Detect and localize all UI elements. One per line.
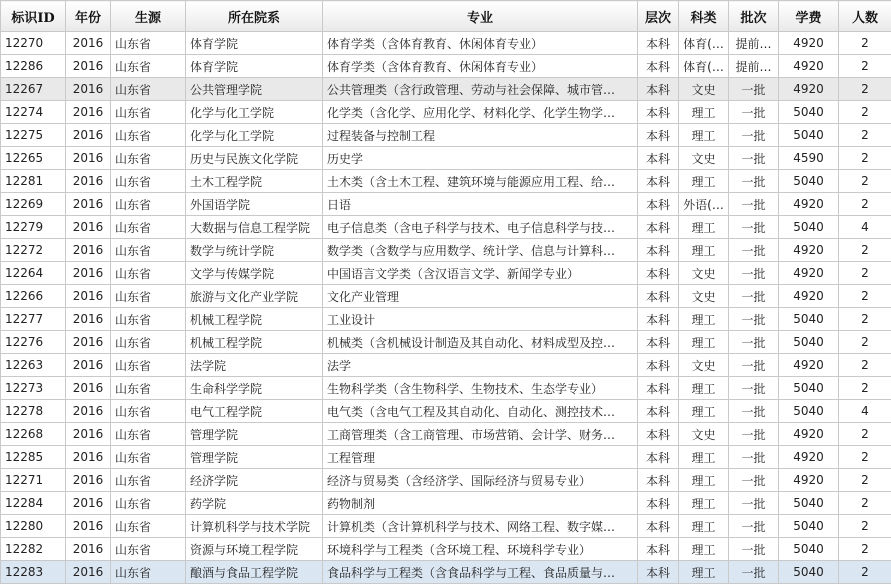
cell-department[interactable]: 机械工程学院 [186,331,323,354]
cell-level[interactable]: 本科 [638,446,679,469]
cell-major[interactable]: 药物制剂 [323,492,638,515]
cell-category[interactable]: 文史 [679,423,729,446]
cell-origin[interactable]: 山东省 [111,285,186,308]
table-row[interactable] [1,561,891,584]
cell-batch[interactable]: 一批 [729,331,779,354]
cell-level[interactable]: 本科 [638,147,679,170]
cell-count[interactable]: 2 [839,101,891,124]
cell-batch[interactable]: 提前… [729,32,779,55]
cell-level[interactable]: 本科 [638,377,679,400]
cell-origin[interactable]: 山东省 [111,101,186,124]
cell-category[interactable]: 文史 [679,262,729,285]
header-row [1,1,891,32]
cell-tuition[interactable]: 5040 [779,216,839,239]
cell-count[interactable]: 2 [839,423,891,446]
cell-major[interactable]: 文化产业管理 [323,285,638,308]
cell-year[interactable]: 2016 [66,446,111,469]
table-row[interactable] [1,446,891,469]
table-row[interactable] [1,170,891,193]
cell-tuition[interactable]: 5040 [779,377,839,400]
cell-tuition[interactable]: 5040 [779,492,839,515]
cell-id[interactable]: 12263 [1,354,66,377]
cell-major[interactable]: 工商管理类（含工商管理、市场营销、会计学、财务… [323,423,638,446]
cell-batch[interactable]: 一批 [729,193,779,216]
cell-origin[interactable]: 山东省 [111,492,186,515]
cell-year[interactable]: 2016 [66,308,111,331]
cell-origin[interactable]: 山东省 [111,216,186,239]
cell-origin[interactable]: 山东省 [111,147,186,170]
cell-count[interactable]: 2 [839,239,891,262]
cell-category[interactable]: 体育(… [679,55,729,78]
cell-count[interactable]: 2 [839,331,891,354]
cell-major[interactable]: 计算机类（含计算机科学与技术、网络工程、数字媒… [323,515,638,538]
cell-tuition[interactable]: 4920 [779,32,839,55]
cell-id[interactable]: 12277 [1,308,66,331]
cell-count[interactable]: 2 [839,170,891,193]
table-row[interactable] [1,515,891,538]
cell-year[interactable]: 2016 [66,400,111,423]
cell-origin[interactable]: 山东省 [111,308,186,331]
cell-origin[interactable]: 山东省 [111,515,186,538]
cell-count[interactable]: 2 [839,446,891,469]
cell-tuition[interactable]: 4920 [779,193,839,216]
cell-department[interactable]: 管理学院 [186,423,323,446]
cell-major[interactable]: 日语 [323,193,638,216]
column-header-count[interactable]: 人数 [839,1,891,32]
cell-department[interactable]: 历史与民族文化学院 [186,147,323,170]
cell-id[interactable]: 12281 [1,170,66,193]
cell-origin[interactable]: 山东省 [111,377,186,400]
cell-tuition[interactable]: 5040 [779,515,839,538]
cell-category[interactable]: 理工 [679,216,729,239]
table-row[interactable] [1,285,891,308]
cell-tuition[interactable]: 4920 [779,55,839,78]
cell-origin[interactable]: 山东省 [111,32,186,55]
cell-level[interactable]: 本科 [638,285,679,308]
cell-level[interactable]: 本科 [638,262,679,285]
cell-batch[interactable]: 一批 [729,262,779,285]
column-header-department[interactable]: 所在院系 [186,1,323,32]
cell-count[interactable]: 2 [839,515,891,538]
cell-major[interactable]: 过程装备与控制工程 [323,124,638,147]
table-row[interactable] [1,331,891,354]
table-row[interactable] [1,400,891,423]
table-row[interactable] [1,216,891,239]
cell-major[interactable]: 化学类（含化学、应用化学、材料化学、化学生物学… [323,101,638,124]
cell-category[interactable]: 理工 [679,308,729,331]
cell-origin[interactable]: 山东省 [111,78,186,101]
cell-major[interactable]: 生物科学类（含生物科学、生物技术、生态学专业） [323,377,638,400]
cell-major[interactable]: 体育学类（含体育教育、休闲体育专业） [323,32,638,55]
cell-id[interactable]: 12286 [1,55,66,78]
table-row[interactable] [1,124,891,147]
cell-year[interactable]: 2016 [66,170,111,193]
cell-department[interactable]: 大数据与信息工程学院 [186,216,323,239]
cell-origin[interactable]: 山东省 [111,538,186,561]
cell-category[interactable]: 理工 [679,400,729,423]
cell-major[interactable]: 机械类（含机械设计制造及其自动化、材料成型及控… [323,331,638,354]
cell-count[interactable]: 2 [839,124,891,147]
cell-category[interactable]: 体育(… [679,32,729,55]
cell-category[interactable]: 理工 [679,446,729,469]
table-row[interactable] [1,101,891,124]
cell-category[interactable]: 理工 [679,538,729,561]
cell-level[interactable]: 本科 [638,423,679,446]
cell-department[interactable]: 体育学院 [186,32,323,55]
cell-batch[interactable]: 一批 [729,354,779,377]
cell-batch[interactable]: 一批 [729,561,779,584]
cell-tuition[interactable]: 4920 [779,262,839,285]
cell-category[interactable]: 理工 [679,377,729,400]
cell-major[interactable]: 工业设计 [323,308,638,331]
column-header-id[interactable]: 标识ID [1,1,66,32]
cell-category[interactable]: 文史 [679,78,729,101]
cell-count[interactable]: 4 [839,216,891,239]
cell-id[interactable]: 12279 [1,216,66,239]
cell-batch[interactable]: 一批 [729,492,779,515]
cell-year[interactable]: 2016 [66,55,111,78]
table-row[interactable] [1,239,891,262]
cell-id[interactable]: 12265 [1,147,66,170]
cell-level[interactable]: 本科 [638,216,679,239]
cell-batch[interactable]: 一批 [729,446,779,469]
cell-level[interactable]: 本科 [638,400,679,423]
cell-origin[interactable]: 山东省 [111,55,186,78]
cell-major[interactable]: 电气类（含电气工程及其自动化、自动化、测控技术… [323,400,638,423]
cell-level[interactable]: 本科 [638,55,679,78]
cell-id[interactable]: 12280 [1,515,66,538]
table-row[interactable] [1,55,891,78]
cell-year[interactable]: 2016 [66,469,111,492]
cell-tuition[interactable]: 4920 [779,78,839,101]
cell-level[interactable]: 本科 [638,515,679,538]
cell-id[interactable]: 12273 [1,377,66,400]
cell-tuition[interactable]: 5040 [779,170,839,193]
cell-count[interactable]: 2 [839,285,891,308]
cell-tuition[interactable]: 5040 [779,561,839,584]
cell-department[interactable]: 生命科学学院 [186,377,323,400]
cell-year[interactable]: 2016 [66,354,111,377]
column-header-batch[interactable]: 批次 [729,1,779,32]
cell-level[interactable]: 本科 [638,101,679,124]
cell-origin[interactable]: 山东省 [111,400,186,423]
table-row[interactable] [1,538,891,561]
cell-batch[interactable]: 一批 [729,469,779,492]
table-row[interactable] [1,354,891,377]
cell-year[interactable]: 2016 [66,124,111,147]
cell-year[interactable]: 2016 [66,78,111,101]
table-row[interactable] [1,193,891,216]
table-row[interactable] [1,377,891,400]
cell-origin[interactable]: 山东省 [111,170,186,193]
cell-department[interactable]: 药学院 [186,492,323,515]
cell-year[interactable]: 2016 [66,423,111,446]
cell-year[interactable]: 2016 [66,262,111,285]
cell-category[interactable]: 理工 [679,515,729,538]
table-row[interactable] [1,469,891,492]
table-row[interactable] [1,262,891,285]
table-row[interactable] [1,423,891,446]
cell-level[interactable]: 本科 [638,239,679,262]
cell-tuition[interactable]: 5040 [779,538,839,561]
table-row[interactable] [1,492,891,515]
cell-count[interactable]: 2 [839,538,891,561]
cell-department[interactable]: 外国语学院 [186,193,323,216]
cell-year[interactable]: 2016 [66,538,111,561]
cell-year[interactable]: 2016 [66,515,111,538]
cell-major[interactable]: 食品科学与工程类（含食品科学与工程、食品质量与… [323,561,638,584]
cell-batch[interactable]: 一批 [729,147,779,170]
cell-id[interactable]: 12283 [1,561,66,584]
cell-id[interactable]: 12264 [1,262,66,285]
cell-count[interactable]: 4 [839,400,891,423]
cell-id[interactable]: 12275 [1,124,66,147]
cell-tuition[interactable]: 5040 [779,101,839,124]
cell-year[interactable]: 2016 [66,561,111,584]
cell-tuition[interactable]: 4920 [779,446,839,469]
column-header-origin[interactable]: 生源 [111,1,186,32]
cell-category[interactable]: 理工 [679,469,729,492]
cell-batch[interactable]: 一批 [729,423,779,446]
cell-tuition[interactable]: 5040 [779,331,839,354]
cell-id[interactable]: 12270 [1,32,66,55]
cell-count[interactable]: 2 [839,32,891,55]
cell-major[interactable]: 体育学类（含体育教育、休闲体育专业） [323,55,638,78]
cell-year[interactable]: 2016 [66,193,111,216]
cell-level[interactable]: 本科 [638,331,679,354]
cell-id[interactable]: 12268 [1,423,66,446]
cell-major[interactable]: 电子信息类（含电子科学与技术、电子信息科学与技… [323,216,638,239]
cell-count[interactable]: 2 [839,354,891,377]
cell-count[interactable]: 2 [839,262,891,285]
cell-tuition[interactable]: 5040 [779,308,839,331]
cell-department[interactable]: 旅游与文化产业学院 [186,285,323,308]
cell-department[interactable]: 公共管理学院 [186,78,323,101]
column-header-year[interactable]: 年份 [66,1,111,32]
cell-level[interactable]: 本科 [638,492,679,515]
cell-tuition[interactable]: 5040 [779,400,839,423]
cell-category[interactable]: 理工 [679,101,729,124]
cell-count[interactable]: 2 [839,193,891,216]
cell-tuition[interactable]: 4920 [779,285,839,308]
cell-batch[interactable]: 一批 [729,216,779,239]
cell-level[interactable]: 本科 [638,308,679,331]
cell-id[interactable]: 12278 [1,400,66,423]
table-row[interactable] [1,78,891,101]
cell-origin[interactable]: 山东省 [111,124,186,147]
cell-category[interactable]: 理工 [679,170,729,193]
cell-year[interactable]: 2016 [66,492,111,515]
cell-year[interactable]: 2016 [66,32,111,55]
cell-category[interactable]: 文史 [679,285,729,308]
cell-batch[interactable]: 一批 [729,308,779,331]
cell-id[interactable]: 12274 [1,101,66,124]
cell-origin[interactable]: 山东省 [111,239,186,262]
cell-origin[interactable]: 山东省 [111,561,186,584]
cell-origin[interactable]: 山东省 [111,469,186,492]
cell-count[interactable]: 2 [839,377,891,400]
cell-level[interactable]: 本科 [638,170,679,193]
cell-tuition[interactable]: 4590 [779,147,839,170]
cell-origin[interactable]: 山东省 [111,354,186,377]
cell-year[interactable]: 2016 [66,331,111,354]
cell-id[interactable]: 12284 [1,492,66,515]
cell-category[interactable]: 理工 [679,492,729,515]
cell-department[interactable]: 电气工程学院 [186,400,323,423]
cell-batch[interactable]: 一批 [729,124,779,147]
cell-level[interactable]: 本科 [638,124,679,147]
cell-batch[interactable]: 一批 [729,285,779,308]
cell-level[interactable]: 本科 [638,78,679,101]
cell-origin[interactable]: 山东省 [111,446,186,469]
cell-origin[interactable]: 山东省 [111,262,186,285]
cell-category[interactable]: 理工 [679,239,729,262]
cell-year[interactable]: 2016 [66,101,111,124]
cell-department[interactable]: 经济学院 [186,469,323,492]
cell-major[interactable]: 环境科学与工程类（含环境工程、环境科学专业） [323,538,638,561]
cell-batch[interactable]: 一批 [729,538,779,561]
cell-major[interactable]: 公共管理类（含行政管理、劳动与社会保障、城市管… [323,78,638,101]
column-header-major[interactable]: 专业 [323,1,638,32]
cell-level[interactable]: 本科 [638,538,679,561]
cell-department[interactable]: 管理学院 [186,446,323,469]
cell-id[interactable]: 12266 [1,285,66,308]
cell-tuition[interactable]: 4920 [779,469,839,492]
cell-batch[interactable]: 一批 [729,170,779,193]
cell-year[interactable]: 2016 [66,239,111,262]
cell-tuition[interactable]: 5040 [779,124,839,147]
table-row[interactable] [1,147,891,170]
cell-count[interactable]: 2 [839,561,891,584]
cell-id[interactable]: 12282 [1,538,66,561]
cell-level[interactable]: 本科 [638,193,679,216]
cell-count[interactable]: 2 [839,492,891,515]
cell-major[interactable]: 数学类（含数学与应用数学、统计学、信息与计算科… [323,239,638,262]
cell-count[interactable]: 2 [839,469,891,492]
cell-department[interactable]: 数学与统计学院 [186,239,323,262]
cell-level[interactable]: 本科 [638,354,679,377]
cell-id[interactable]: 12285 [1,446,66,469]
cell-batch[interactable]: 一批 [729,239,779,262]
cell-count[interactable]: 2 [839,55,891,78]
cell-level[interactable]: 本科 [638,32,679,55]
cell-department[interactable]: 计算机科学与技术学院 [186,515,323,538]
cell-major[interactable]: 法学 [323,354,638,377]
table-row[interactable] [1,308,891,331]
column-header-level[interactable]: 层次 [638,1,679,32]
cell-department[interactable]: 化学与化工学院 [186,124,323,147]
cell-year[interactable]: 2016 [66,216,111,239]
cell-id[interactable]: 12272 [1,239,66,262]
cell-count[interactable]: 2 [839,78,891,101]
cell-id[interactable]: 12271 [1,469,66,492]
cell-count[interactable]: 2 [839,147,891,170]
cell-level[interactable]: 本科 [638,469,679,492]
cell-tuition[interactable]: 4920 [779,354,839,377]
cell-year[interactable]: 2016 [66,285,111,308]
cell-category[interactable]: 理工 [679,124,729,147]
cell-major[interactable]: 历史学 [323,147,638,170]
cell-category[interactable]: 理工 [679,561,729,584]
cell-batch[interactable]: 一批 [729,515,779,538]
cell-batch[interactable]: 一批 [729,78,779,101]
cell-major[interactable]: 经济与贸易类（含经济学、国际经济与贸易专业） [323,469,638,492]
cell-batch[interactable]: 提前… [729,55,779,78]
cell-department[interactable]: 机械工程学院 [186,308,323,331]
cell-department[interactable]: 文学与传媒学院 [186,262,323,285]
cell-origin[interactable]: 山东省 [111,193,186,216]
cell-department[interactable]: 体育学院 [186,55,323,78]
cell-tuition[interactable]: 4920 [779,423,839,446]
cell-category[interactable]: 理工 [679,331,729,354]
column-header-category[interactable]: 科类 [679,1,729,32]
cell-year[interactable]: 2016 [66,377,111,400]
cell-category[interactable]: 文史 [679,147,729,170]
cell-category[interactable]: 外语(… [679,193,729,216]
cell-batch[interactable]: 一批 [729,101,779,124]
cell-major[interactable]: 工程管理 [323,446,638,469]
cell-department[interactable]: 土木工程学院 [186,170,323,193]
cell-batch[interactable]: 一批 [729,377,779,400]
cell-level[interactable]: 本科 [638,561,679,584]
cell-id[interactable]: 12267 [1,78,66,101]
cell-id[interactable]: 12269 [1,193,66,216]
cell-origin[interactable]: 山东省 [111,331,186,354]
cell-origin[interactable]: 山东省 [111,423,186,446]
cell-category[interactable]: 文史 [679,354,729,377]
cell-id[interactable]: 12276 [1,331,66,354]
cell-department[interactable]: 资源与环境工程学院 [186,538,323,561]
cell-year[interactable]: 2016 [66,147,111,170]
cell-department[interactable]: 法学院 [186,354,323,377]
cell-tuition[interactable]: 4920 [779,239,839,262]
cell-batch[interactable]: 一批 [729,400,779,423]
cell-department[interactable]: 化学与化工学院 [186,101,323,124]
cell-major[interactable]: 土木类（含土木工程、建筑环境与能源应用工程、给… [323,170,638,193]
cell-major[interactable]: 中国语言文学类（含汉语言文学、新闻学专业） [323,262,638,285]
cell-department[interactable]: 酿酒与食品工程学院 [186,561,323,584]
table-row[interactable] [1,32,891,55]
column-header-tuition[interactable]: 学费 [779,1,839,32]
cell-count[interactable]: 2 [839,308,891,331]
